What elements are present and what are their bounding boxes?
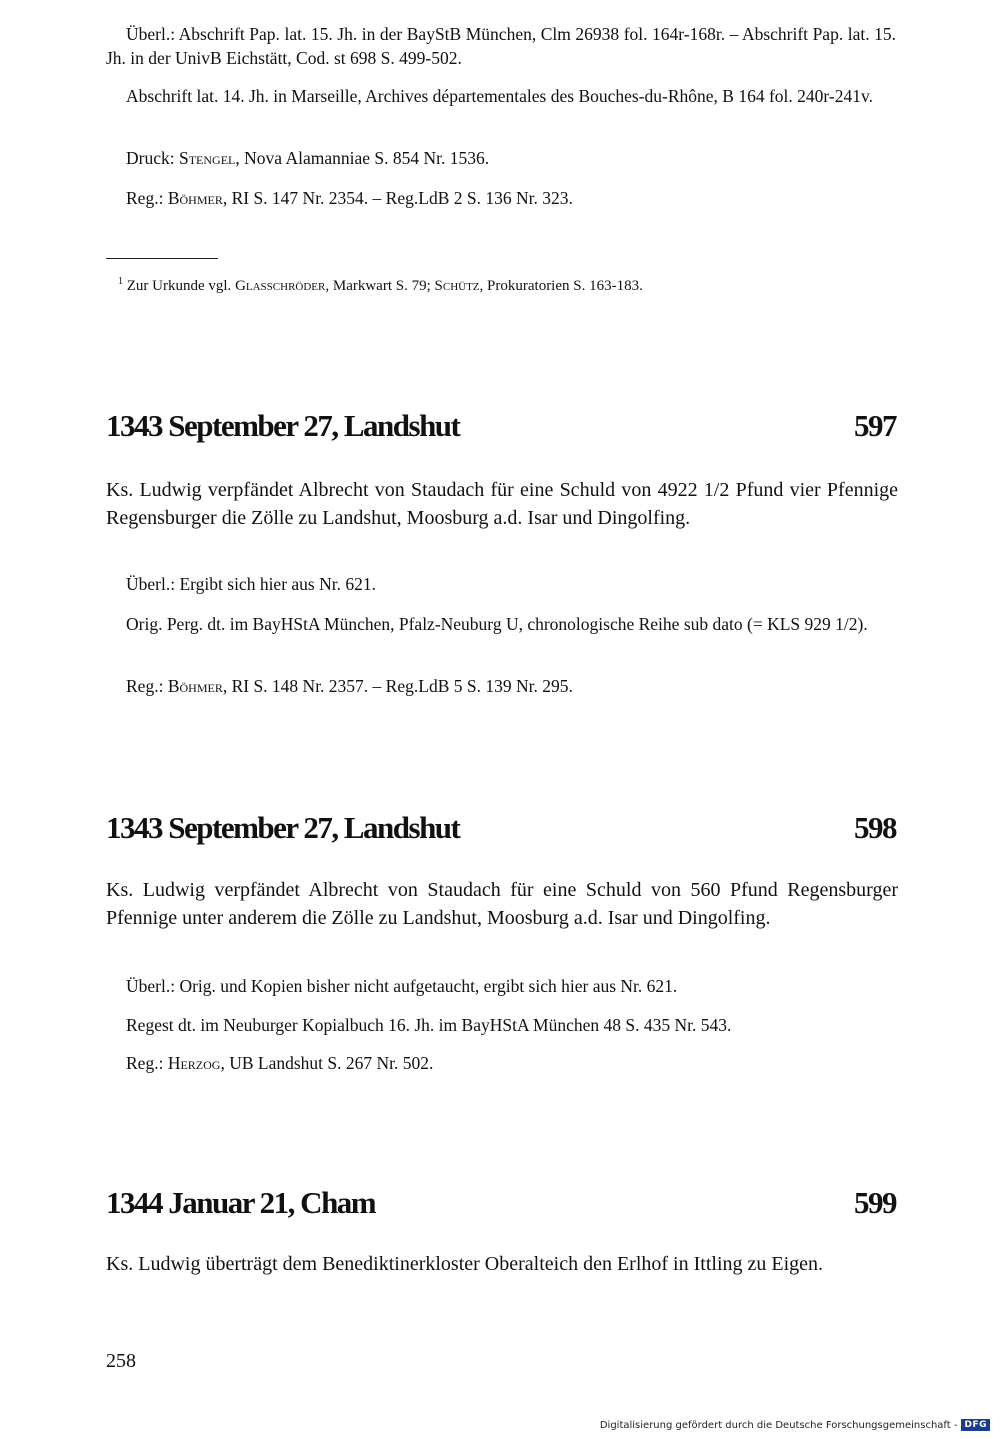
footnote: [118, 272, 898, 296]
entry-note: Orig. Perg. dt. im BayHStA München, Pfalz-Neuburg U, chronologische Reihe sub dato (= KLS 929 1/2).: [126, 614, 868, 634]
entry-summary: Ks. Ludwig überträgt dem Benediktinerkloster Oberalteich den Erlhof in Ittling zu Eigen.: [106, 1253, 824, 1275]
author-name: Schütz: [434, 278, 480, 294]
entry-heading: [106, 1185, 896, 1225]
entry-summary: Ks. Ludwig verpfändet Albrecht von Staudach für eine Schuld von 4922 1/2 Pfund vier Pfennige Regensburger die Zölle zu Landshut, Moosburg a.d. Isar und Dingolfing.: [106, 479, 898, 529]
entry-title: 1343 September 27, Landshut: [106, 810, 460, 845]
note-text: , RI S. 147 Nr. 2354. – Reg.LdB 2 S. 136 Nr. 323.: [222, 188, 573, 208]
note-text: , UB Landshut S. 267 Nr. 502.: [220, 1053, 434, 1073]
note-label: Druck:: [126, 148, 175, 168]
entry-title: 1344 Januar 21, Cham: [106, 1185, 376, 1220]
footnote-text: Zur Urkunde vgl.: [123, 278, 236, 294]
entry-number: 597: [854, 408, 896, 443]
entry-note: Überl.: Ergibt sich hier aus Nr. 621.: [126, 574, 376, 594]
note-druck: [106, 146, 896, 170]
entry-number: 598: [854, 810, 896, 845]
entry-note: Regest dt. im Neuburger Kopialbuch 16. Jh. im BayHStA München 48 S. 435 Nr. 543.: [126, 1015, 732, 1035]
entry-heading: [106, 810, 896, 850]
note-abschrift: [106, 84, 896, 108]
note-text: , RI S. 148 Nr. 2357. – Reg.LdB 5 S. 139 Nr. 295.: [222, 676, 573, 696]
page-number: 258: [106, 1350, 136, 1372]
author-name: Böhmer: [167, 188, 223, 208]
entry-note: Überl.: Orig. und Kopien bisher nicht aufgetaucht, ergibt sich hier aus Nr. 621.: [126, 976, 678, 996]
dfg-logo: DFG: [961, 1419, 990, 1431]
entry-heading: [106, 408, 896, 448]
dfg-credit: [600, 1419, 990, 1431]
author-name: Herzog: [167, 1053, 221, 1073]
note-label: Reg.:: [126, 1053, 164, 1073]
entry-number: 599: [854, 1185, 896, 1220]
author-name: Stengel: [178, 148, 236, 168]
entry-summary: Ks. Ludwig verpfändet Albrecht von Staudach für eine Schuld von 560 Pfund Regensburger Pfennige unter anderem die Zölle zu Landshut, Moosburg a.d. Isar und Dingolfing.: [106, 879, 898, 929]
entry-title: 1343 September 27, Landshut: [106, 408, 460, 443]
note-text: Abschrift Pap. lat. 15. Jh. in der BayStB München, Clm 26938 fol. 164r-168r. – Abschrift Pap. lat. 15. Jh. in der UnivB Eichstätt, Cod. st 698 S. 499-502.: [106, 24, 896, 68]
entry-reg: [106, 674, 896, 698]
author-name: Glasschröder: [235, 278, 326, 294]
note-reg: [106, 186, 896, 210]
note-text: Abschrift lat. 14. Jh. in Marseille, Archives départementales des Bouches-du-Rhône, B 164 fol. 240r-241v.: [126, 86, 873, 106]
author-name: Böhmer: [167, 676, 223, 696]
footnote-text: , Prokuratorien S. 163-183.: [479, 278, 643, 294]
footnote-divider: [106, 258, 218, 259]
note-label: Reg.:: [126, 188, 164, 208]
note-uberl: [106, 22, 896, 70]
entry-reg: [106, 1051, 896, 1075]
footnote-mark: 1: [118, 276, 123, 287]
note-label: Reg.:: [126, 676, 164, 696]
credit-text: Digitalisierung gefördert durch die Deutsche Forschungsgemeinschaft -: [599, 1419, 958, 1431]
footnote-text: , Markwart S. 79;: [325, 278, 435, 294]
note-text: , Nova Alamanniae S. 854 Nr. 1536.: [235, 148, 490, 168]
note-label: Überl.:: [126, 24, 176, 44]
